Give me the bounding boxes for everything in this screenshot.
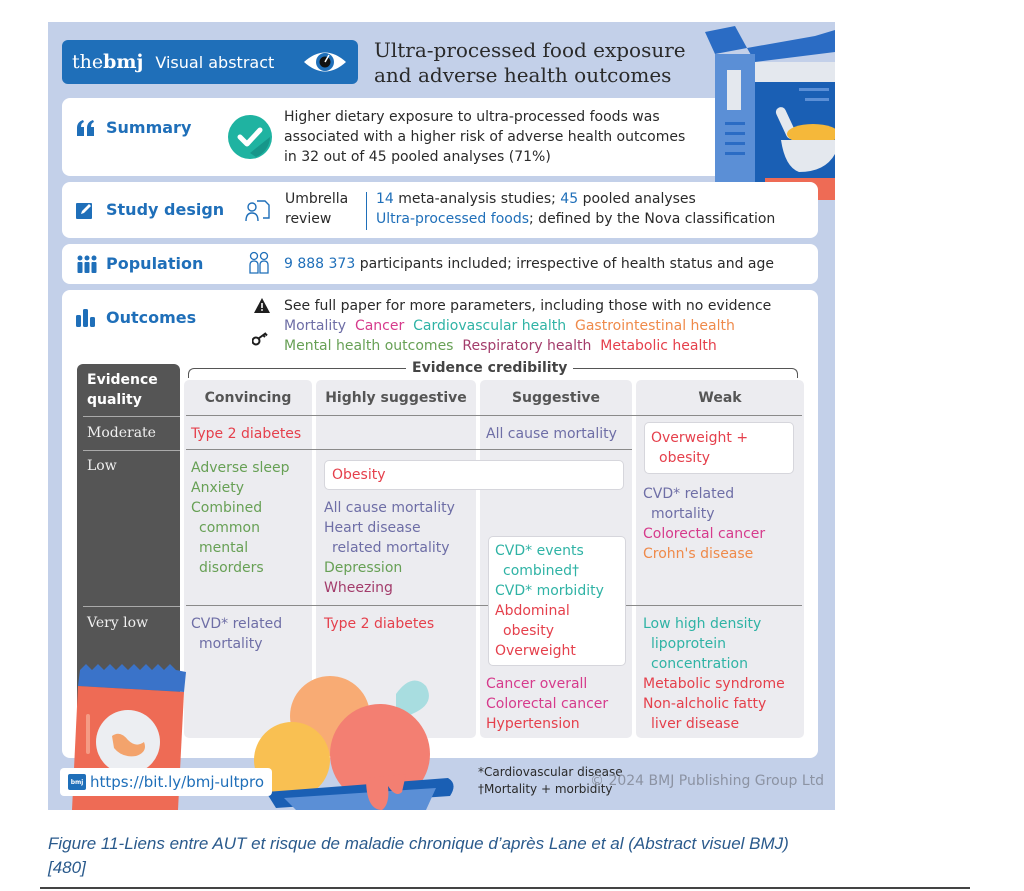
outcome-item: Overweight + bbox=[651, 430, 749, 446]
cell-suggestive-moderate bbox=[486, 424, 617, 444]
cell-weak-low bbox=[643, 484, 765, 564]
evidence-quality-line-2: quality bbox=[87, 392, 142, 408]
cell-suggestive-verylow bbox=[486, 674, 608, 734]
title-line-1: Ultra-processed food exposure bbox=[374, 38, 686, 62]
study-divider bbox=[366, 192, 367, 230]
outcome-item: Combined bbox=[191, 500, 263, 516]
summary-text bbox=[284, 107, 685, 167]
outcome-item: obesity bbox=[659, 450, 711, 466]
study-details-line-1 bbox=[376, 189, 775, 209]
key-icon bbox=[252, 332, 270, 346]
url-link[interactable] bbox=[60, 768, 272, 796]
key-cancer: Cancer bbox=[354, 318, 405, 334]
outcome-item: Type 2 diabetes bbox=[324, 616, 435, 632]
outcome-item: All cause mortality bbox=[324, 500, 455, 516]
population-label-text: Population bbox=[106, 254, 204, 273]
study-design-label bbox=[76, 200, 224, 219]
key-mortality: Mortality bbox=[284, 318, 347, 334]
suggestive-box-text bbox=[495, 541, 604, 661]
obesity-span-box bbox=[324, 460, 624, 490]
credibility-bracket-right bbox=[568, 368, 798, 378]
outcome-item: Type 2 diabetes bbox=[191, 426, 302, 442]
outcome-item: concentration bbox=[651, 656, 748, 672]
studies-text: meta-analysis studies; bbox=[393, 191, 561, 207]
bottom-rule bbox=[40, 887, 970, 889]
study-design-label-text: Study design bbox=[106, 200, 225, 219]
pooled-text: pooled analyses bbox=[578, 191, 696, 207]
documents-icon bbox=[245, 198, 271, 224]
outcome-item: CVD* related bbox=[643, 486, 735, 502]
weak-box-text bbox=[651, 428, 748, 468]
brand-bmj: bmj bbox=[103, 51, 144, 73]
outcomes-key bbox=[284, 316, 735, 356]
key-metabolic: Metabolic health bbox=[600, 338, 717, 354]
summary-line-3: in 32 out of 45 pooled analyses (71%) bbox=[284, 149, 551, 165]
population-label bbox=[76, 254, 203, 273]
participants-icon bbox=[248, 251, 270, 277]
row-label-low: Low bbox=[87, 458, 117, 474]
check-circle-icon bbox=[228, 115, 272, 159]
outcome-item: Cancer overall bbox=[486, 676, 588, 692]
brand-the: the bbox=[72, 51, 104, 73]
outcome-item: obesity bbox=[503, 623, 555, 639]
outcome-item: CVD* events bbox=[495, 543, 584, 559]
study-type bbox=[285, 189, 348, 229]
outcome-item: Low high density bbox=[643, 616, 762, 632]
footnote-cvd: *Cardiovascular disease bbox=[478, 765, 623, 779]
key-mental-health: Mental health outcomes bbox=[284, 338, 454, 354]
outcome-item: related mortality bbox=[332, 540, 450, 556]
outcome-item: Non-alcholic fatty bbox=[643, 696, 767, 712]
cell-weak-box bbox=[644, 422, 794, 474]
brand-banner bbox=[62, 40, 358, 84]
column-header-suggestive: Suggestive bbox=[511, 390, 601, 406]
row-separator bbox=[83, 450, 180, 451]
key-gastrointestinal: Gastrointestinal health bbox=[574, 318, 735, 334]
title-line-2: and adverse health outcomes bbox=[374, 63, 672, 87]
studies-count: 14 bbox=[376, 191, 394, 207]
outcome-item: Anxiety bbox=[191, 480, 245, 496]
outcome-item: Wheezing bbox=[324, 580, 393, 596]
foods-text: ; defined by the Nova classification bbox=[529, 211, 776, 227]
study-design-card bbox=[62, 182, 818, 238]
row-separator bbox=[83, 606, 180, 607]
outcome-item: All cause mortality bbox=[486, 426, 617, 442]
caption-line-2: [480] bbox=[48, 858, 86, 877]
column-header-weak: Weak bbox=[698, 390, 742, 406]
evidence-quality-line-1: Evidence bbox=[87, 372, 158, 388]
cell-convincing-moderate bbox=[191, 424, 301, 444]
outcomes-key-row-2 bbox=[284, 336, 735, 356]
cell-convincing-verylow bbox=[191, 614, 282, 654]
summary-line-2: associated with a higher risk of adverse health outcomes bbox=[284, 129, 686, 145]
url-text[interactable]: https://bit.ly/bmj-ultpro bbox=[90, 773, 265, 791]
outcome-item: Crohn's disease bbox=[643, 546, 754, 562]
outcome-item: Overweight bbox=[495, 643, 576, 659]
header-rule bbox=[186, 415, 802, 416]
outcomes-note: See full paper for more parameters, including those with no evidence bbox=[284, 298, 772, 314]
outcome-item: disorders bbox=[199, 560, 264, 576]
page-title bbox=[374, 38, 686, 88]
column-header-convincing: Convincing bbox=[204, 390, 292, 406]
cell-convincing-low bbox=[191, 458, 290, 578]
outcome-item: Abdominal bbox=[495, 603, 570, 619]
moderate-rule bbox=[186, 449, 632, 450]
outcome-item: mortality bbox=[651, 506, 715, 522]
cell-highly-verylow bbox=[324, 614, 434, 634]
row-separator bbox=[83, 416, 180, 417]
summary-label-text: Summary bbox=[106, 118, 192, 137]
row-label-moderate: Moderate bbox=[87, 425, 156, 441]
outcome-item: lipoprotein bbox=[651, 636, 726, 652]
study-details-line-2 bbox=[376, 209, 775, 229]
outcome-item: combined† bbox=[503, 563, 580, 579]
figure-caption bbox=[48, 832, 978, 880]
quote-icon bbox=[76, 120, 98, 136]
outcome-item: Hypertension bbox=[486, 716, 580, 732]
credibility-bracket-left bbox=[188, 368, 408, 378]
footnote-dagger: †Mortality + morbidity bbox=[478, 782, 613, 796]
credibility-label: Evidence credibility bbox=[406, 360, 573, 376]
population-card bbox=[62, 244, 818, 284]
outcomes-label bbox=[76, 308, 196, 327]
outcome-item: Heart disease bbox=[324, 520, 421, 536]
pooled-count: 45 bbox=[560, 191, 579, 207]
bar-chart-icon bbox=[76, 309, 98, 327]
population-description: participants included; irrespective of health status and age bbox=[355, 256, 774, 272]
participant-count: 9 888 373 bbox=[284, 256, 356, 272]
outcome-item: Colorectal cancer bbox=[486, 696, 609, 712]
row-label-very-low: Very low bbox=[87, 615, 149, 631]
study-type-line-2: review bbox=[285, 211, 332, 227]
key-cardiovascular: Cardiovascular health bbox=[413, 318, 567, 334]
caption-line-1: Figure 11-Liens entre AUT et risque de maladie chronique d’après Lane et al (Abstract visuel BMJ) bbox=[48, 834, 789, 853]
brand-label: Visual abstract bbox=[155, 52, 275, 72]
key-respiratory: Respiratory health bbox=[462, 338, 592, 354]
foods-term: Ultra-processed foods bbox=[376, 211, 530, 227]
outcome-item: CVD* morbidity bbox=[495, 583, 604, 599]
eye-icon bbox=[302, 49, 348, 75]
population-text bbox=[284, 254, 774, 274]
study-details bbox=[376, 189, 775, 229]
cereal-box-illustration bbox=[695, 22, 835, 200]
outcome-item: liver disease bbox=[651, 716, 740, 732]
outcomes-key-row-1 bbox=[284, 316, 735, 336]
outcome-item: mortality bbox=[199, 636, 263, 652]
outcome-item: Colorectal cancer bbox=[643, 526, 766, 542]
copyright: © 2024 BMJ Publishing Group Ltd bbox=[590, 773, 825, 789]
outcome-item: Metabolic syndrome bbox=[643, 676, 785, 692]
bmj-badge-icon: bmj bbox=[68, 774, 86, 790]
cell-suggestive-box bbox=[488, 536, 626, 666]
summary-card bbox=[62, 98, 742, 176]
people-icon bbox=[76, 255, 98, 273]
outcome-item: Depression bbox=[324, 560, 403, 576]
cell-highly-low bbox=[324, 498, 455, 598]
visual-abstract bbox=[48, 22, 835, 810]
summary-label bbox=[76, 118, 191, 137]
column-header-highly-suggestive: Highly suggestive bbox=[325, 390, 467, 406]
cell-weak-verylow bbox=[643, 614, 785, 734]
obesity-span-text: Obesity bbox=[332, 467, 386, 483]
outcome-item: CVD* related bbox=[191, 616, 283, 632]
outcome-item: mental bbox=[199, 540, 249, 556]
outcomes-label-text: Outcomes bbox=[106, 308, 197, 327]
study-type-line-1: Umbrella bbox=[285, 191, 349, 207]
warning-icon bbox=[254, 298, 270, 313]
outcome-item: common bbox=[199, 520, 260, 536]
outcome-item: Adverse sleep bbox=[191, 460, 290, 476]
summary-line-1: Higher dietary exposure to ultra-processed foods was bbox=[284, 109, 660, 125]
edit-icon bbox=[76, 201, 98, 219]
evidence-quality-header bbox=[77, 364, 180, 410]
